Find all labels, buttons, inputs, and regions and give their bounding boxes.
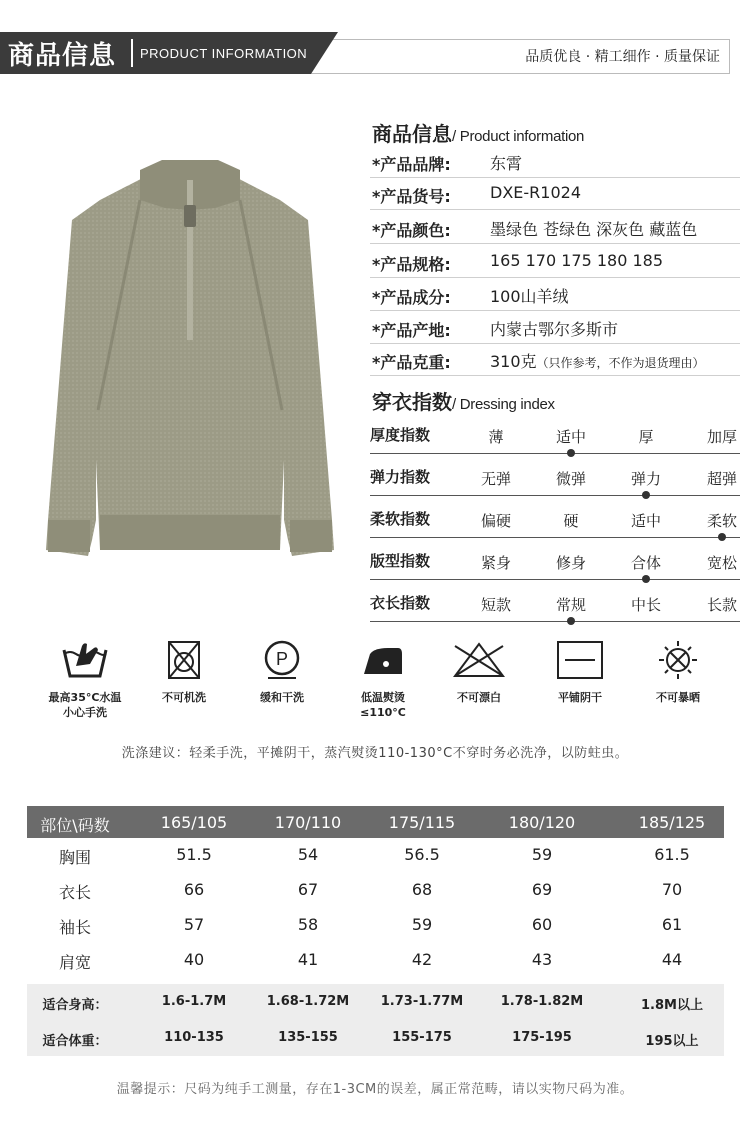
table-cell: 59 (411, 915, 433, 934)
no-sun-dry-icon (653, 640, 703, 680)
table-cell: 胸围 (58, 848, 91, 867)
info-label: *产品产地: (372, 321, 451, 340)
care-label: 不可漂白 (457, 691, 501, 704)
dressing-option: 适中 (555, 428, 586, 446)
table-cell: 51.5 (176, 845, 212, 864)
dressing-option: 常规 (555, 596, 586, 614)
care-item (535, 640, 625, 705)
dressing-label: 衣长指数 (370, 594, 431, 612)
info-value: 东霄 (490, 154, 523, 173)
table-row (27, 943, 724, 978)
dressing-row (370, 588, 740, 630)
table-fit-cell: 195以上 (645, 1034, 699, 1049)
table-cell: 41 (297, 950, 319, 969)
table-cell: 59 (531, 845, 553, 864)
dressing-selected-marker (567, 617, 575, 625)
dressing-option: 紧身 (480, 554, 511, 572)
info-value: 100山羊绒 (490, 287, 569, 306)
table-header-cell: 165/105 (160, 813, 228, 832)
dressing-option: 中长 (630, 596, 661, 614)
wash-note: 洗涤建议：轻柔手洗，平摊阴干，蒸汽熨烫110-130°C不穿时务必洗净，以防蛀虫。 (121, 746, 629, 761)
dressing-option: 偏硬 (480, 512, 511, 530)
table-fit-cell: 1.68-1.72M (266, 994, 350, 1009)
no-bleach-icon (451, 640, 507, 680)
weight-note: （只作参考，不作为退货理由） (536, 356, 705, 370)
table-cell: 66 (183, 880, 205, 899)
banner-title: 商品信息 (8, 41, 117, 71)
gentle-dry-clean-icon (257, 640, 307, 680)
care-label-2: 小心手洗 (63, 706, 107, 719)
table-cell: 60 (531, 915, 553, 934)
info-row-material (370, 279, 740, 311)
table-header-cell: 170/110 (274, 813, 342, 832)
table-fit-row (27, 1020, 724, 1056)
header-banner (0, 32, 750, 74)
dressing-selected-marker (642, 575, 650, 583)
care-item (237, 640, 327, 705)
care-item (139, 640, 229, 705)
sweater-image (40, 160, 340, 560)
table-fit-cell: 1.6-1.7M (161, 994, 227, 1009)
low-iron-icon (358, 640, 408, 680)
dressing-option: 适中 (630, 512, 661, 530)
table-header-cell: 部位\码数 (40, 816, 110, 835)
dressing-section-title (372, 386, 555, 415)
table-cell: 54 (297, 845, 319, 864)
dressing-option: 薄 (488, 428, 504, 446)
dressing-row (370, 462, 740, 504)
table-cell: 57 (183, 915, 205, 934)
table-fit-cell: 适合身高： (42, 998, 108, 1013)
dressing-selected-marker (567, 449, 575, 457)
dressing-scale-line (370, 495, 740, 496)
dressing-label: 厚度指数 (370, 426, 431, 444)
info-value: 墨绿色 苍绿色 深灰色 藏蓝色 (490, 220, 698, 239)
info-title-en: / Product information (452, 128, 585, 145)
care-label-2: ≤110°C (360, 706, 406, 719)
info-value (490, 349, 705, 372)
table-row (27, 873, 724, 908)
info-label: *产品成分: (372, 288, 451, 307)
hand-wash-icon (60, 640, 110, 680)
dressing-option: 厚 (638, 428, 654, 446)
size-table (27, 806, 724, 1056)
info-label: *产品规格: (372, 255, 451, 274)
info-row-color (370, 212, 740, 244)
dressing-title-cn: 穿衣指数 (372, 390, 452, 414)
info-label: *产品克重: (372, 353, 451, 372)
dressing-scale-line (370, 621, 740, 622)
care-item (40, 640, 130, 720)
table-fit-cell: 适合体重： (42, 1034, 108, 1049)
dressing-label: 弹力指数 (370, 468, 431, 486)
table-fit-cell: 1.73-1.77M (380, 994, 464, 1009)
care-label: 不可暴晒 (656, 691, 700, 704)
banner-divider (131, 39, 133, 67)
table-fit-cell: 135-155 (278, 1030, 338, 1045)
info-label: *产品品牌: (372, 155, 451, 174)
table-cell: 70 (661, 880, 683, 899)
info-value: DXE-R1024 (490, 183, 581, 202)
dressing-option: 短款 (480, 596, 511, 614)
dressing-title-en: / Dressing index (452, 396, 555, 413)
table-cell: 42 (411, 950, 433, 969)
table-cell: 袖长 (58, 918, 91, 937)
dressing-option: 柔软 (706, 512, 737, 530)
info-section-title (372, 118, 584, 147)
dressing-option: 弹力 (630, 470, 661, 488)
table-fit-cell: 175-195 (512, 1030, 572, 1045)
table-cell: 肩宽 (58, 953, 91, 972)
dressing-option: 长款 (706, 596, 737, 614)
info-value: 内蒙古鄂尔多斯市 (490, 320, 619, 339)
care-item (338, 640, 428, 720)
table-cell: 56.5 (404, 845, 440, 864)
dressing-option: 合体 (630, 554, 661, 572)
table-cell: 61 (661, 915, 683, 934)
table-cell: 61.5 (654, 845, 690, 864)
table-cell: 69 (531, 880, 553, 899)
table-cell: 衣长 (58, 883, 91, 902)
dressing-scale-line (370, 579, 740, 580)
info-row-size (370, 246, 740, 278)
table-header-cell: 185/125 (638, 813, 706, 832)
dressing-selected-marker (642, 491, 650, 499)
info-row-brand (370, 146, 740, 178)
info-row-sku (370, 178, 740, 210)
table-header (27, 806, 724, 838)
info-label: *产品货号: (372, 187, 451, 206)
dressing-row (370, 420, 740, 462)
dressing-row (370, 504, 740, 546)
info-row-origin (370, 312, 740, 344)
table-cell: 43 (531, 950, 553, 969)
size-tip: 温馨提示：尺码为纯手工测量，存在1-3CM的误差，属正常范畴，请以实物尺码为准。 (116, 1082, 634, 1097)
dressing-option: 超弹 (706, 470, 737, 488)
dressing-option: 硬 (563, 512, 579, 530)
dressing-scale-line (370, 537, 740, 538)
care-label: 不可机洗 (162, 691, 206, 704)
dressing-option: 修身 (555, 554, 586, 572)
table-cell: 40 (183, 950, 205, 969)
care-label: 平铺阴干 (558, 691, 602, 704)
dressing-option: 无弹 (480, 470, 511, 488)
table-row (27, 908, 724, 943)
care-item (434, 640, 524, 705)
care-label: 最高35°C水温 (48, 691, 122, 704)
table-fit-cell: 1.8M以上 (641, 998, 703, 1013)
info-title-cn: 商品信息 (372, 122, 452, 146)
dressing-row (370, 546, 740, 588)
dressing-option: 加厚 (706, 428, 737, 446)
table-fit-cell: 110-135 (164, 1030, 224, 1045)
dressing-option: 微弹 (555, 470, 586, 488)
table-row (27, 838, 724, 873)
table-cell: 44 (661, 950, 683, 969)
table-header-cell: 180/120 (508, 813, 576, 832)
table-cell: 67 (297, 880, 319, 899)
table-cell: 58 (297, 915, 319, 934)
info-value: 165 170 175 180 185 (490, 251, 664, 270)
info-row-weight (370, 344, 740, 376)
flat-dry-shade-icon (555, 640, 605, 680)
dressing-option: 宽松 (706, 554, 737, 572)
dressing-label: 版型指数 (370, 552, 431, 570)
weight-value: 310克 (490, 352, 537, 371)
table-fit-row (27, 984, 724, 1020)
care-label: 低温熨烫 (361, 691, 405, 704)
banner-subtitle: PRODUCT INFORMATION (140, 46, 308, 61)
table-fit-cell: 155-175 (392, 1030, 452, 1045)
care-item (633, 640, 723, 705)
dressing-scale-line (370, 453, 740, 454)
info-label: *产品颜色: (372, 221, 451, 240)
table-cell: 68 (411, 880, 433, 899)
dressing-label: 柔软指数 (370, 510, 431, 528)
banner-slogan: 品质优良 · 精工细作 · 质量保证 (525, 49, 720, 65)
svg-text:P: P (275, 649, 289, 669)
table-header-cell: 175/115 (388, 813, 456, 832)
dressing-selected-marker (718, 533, 726, 541)
no-machine-wash-icon (159, 640, 209, 680)
care-label: 缓和干洗 (260, 691, 304, 704)
table-fit-cell: 1.78-1.82M (500, 994, 584, 1009)
